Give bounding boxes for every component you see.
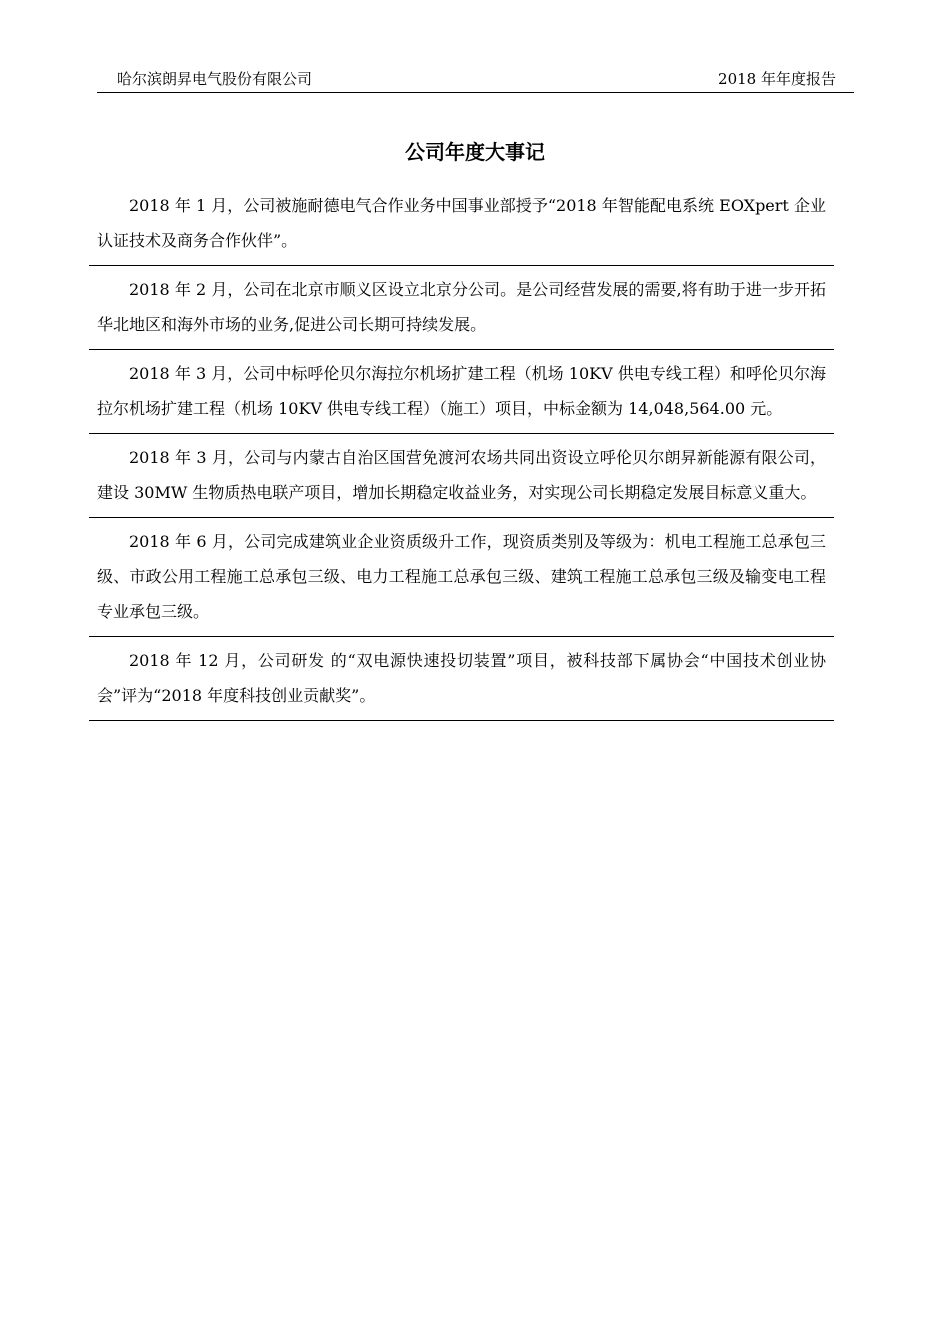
event-item-5: 2018 年 6 月，公司完成建筑业企业资质级升工作，现资质类别及等级为：机电工程施工总承包三级、市政公用工程施工总承包三级、电力工程施工总承包三级、建筑工程施工总承包三级及输变电工程专业承包三级。 (89, 518, 834, 637)
event-item-6: 2018 年 12 月，公司研发 的“双电源快速投切装置”项目，被科技部下属协会“中国技术创业协会”评为“2018 年度科技创业贡献奖”。 (89, 637, 834, 721)
event-item-2: 2018 年 2 月，公司在北京市顺义区设立北京分公司。是公司经营发展的需要,将有助于进一步开拓华北地区和海外市场的业务,促进公司长期可持续发展。 (89, 266, 834, 350)
events-list (89, 182, 834, 721)
header-company-name: 哈尔滨朗昇电气股份有限公司 (117, 70, 313, 88)
document-title: 公司年度大事记 (405, 140, 545, 164)
page-header (97, 66, 854, 93)
header-report-title: 2018 年年度报告 (718, 70, 836, 88)
event-item-1: 2018 年 1 月，公司被施耐德电气合作业务中国事业部授予“2018 年智能配电系统 EOXpert 企业认证技术及商务合作伙伴”。 (89, 182, 834, 266)
event-item-4: 2018 年 3 月，公司与内蒙古自治区国营免渡河农场共同出资设立呼伦贝尔朗昇新能源有限公司，建设 30MW 生物质热电联产项目，增加长期稳定收益业务，对实现公司长期稳定发展目标意义重大。 (89, 434, 834, 518)
event-item-3: 2018 年 3 月，公司中标呼伦贝尔海拉尔机场扩建工程（机场 10KV 供电专线工程）和呼伦贝尔海拉尔机场扩建工程（机场 10KV 供电专线工程）（施工）项目，中标金额为 14,048,564.00 元。 (89, 350, 834, 434)
